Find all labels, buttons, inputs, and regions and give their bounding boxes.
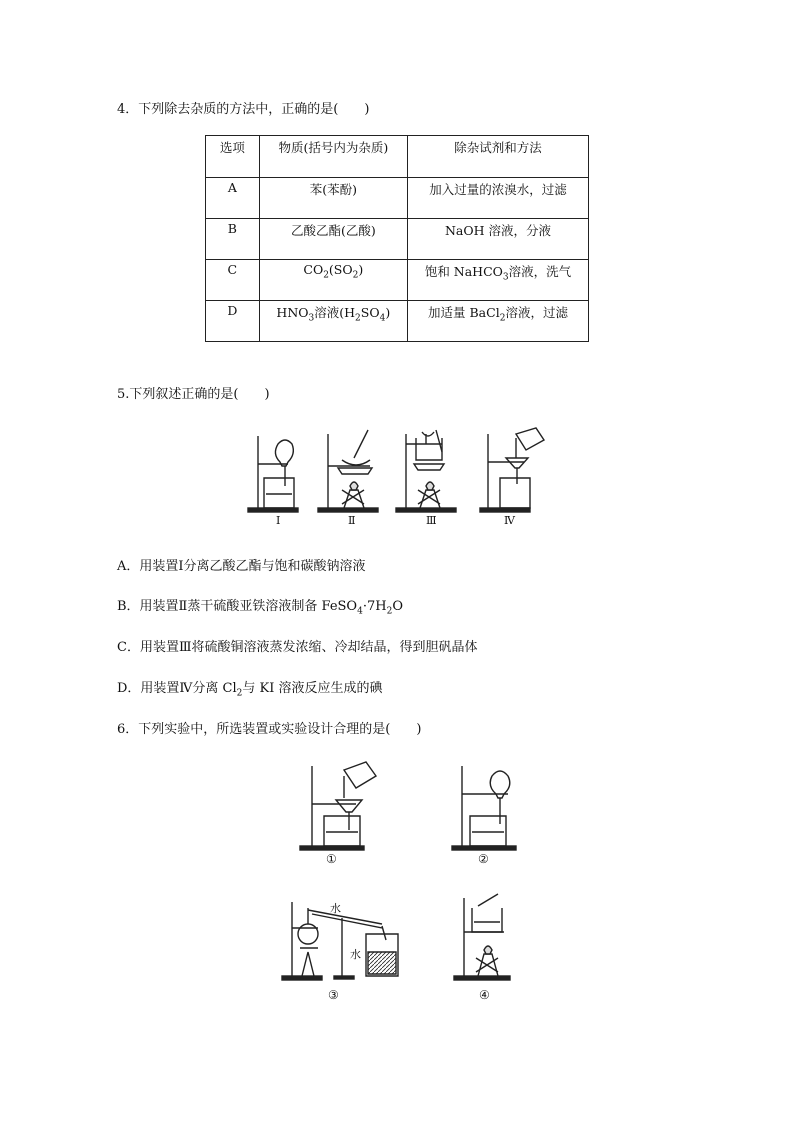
- cell-option: A: [206, 178, 260, 219]
- water-in-label: 水: [330, 902, 341, 915]
- table-row: [206, 301, 589, 342]
- apparatus-circle-2-label: ②: [478, 852, 489, 866]
- cell-option: C: [206, 260, 260, 301]
- apparatus-circle-4-diagram: [454, 888, 524, 988]
- cell-method: NaOH 溶液，分液: [407, 219, 588, 260]
- apparatus-circle-3-diagram: [282, 888, 412, 988]
- apparatus-circle-3-label: ③: [328, 988, 339, 1002]
- q5-stem: 5.下列叙述正确的是( ): [117, 387, 270, 402]
- water-out-label: 水: [350, 948, 361, 961]
- table-header-row: [206, 136, 589, 178]
- apparatus-circle-1-label: ①: [326, 852, 337, 866]
- q5-option-d: D．用装置Ⅳ分离 $Cl_2$与 KI 溶液反应生成的碘: [117, 681, 383, 699]
- apparatus-2-diagram: [318, 428, 388, 528]
- q4-stem: 4．下列除去杂质的方法中，正确的是( ): [117, 102, 370, 117]
- q5-option-b: B．用装置Ⅱ蒸干硫酸亚铁溶液制备 $FeSO_4\cdot 7H_2O$: [117, 599, 403, 617]
- cell-option: D: [206, 301, 260, 342]
- cell-substance: 乙酸乙酯(乙酸): [259, 219, 407, 260]
- apparatus-1-diagram: [248, 428, 308, 528]
- q5-option-a: A．用装置Ⅰ分离乙酸乙酯与饱和碳酸钠溶液: [117, 559, 366, 574]
- header-substance: 物质(括号内为杂质): [259, 136, 407, 178]
- apparatus-2-label: Ⅱ: [348, 514, 356, 527]
- q6-stem: 6．下列实验中，所选装置或实验设计合理的是( ): [117, 722, 422, 737]
- cell-method: 加入过量的浓溴水，过滤: [407, 178, 588, 219]
- q4-options-table: [205, 135, 589, 342]
- apparatus-3-label: Ⅲ: [426, 514, 437, 527]
- apparatus-circle-4-label: ④: [479, 988, 490, 1002]
- cell-option: B: [206, 219, 260, 260]
- cell-substance: $CO_2(SO_2)$: [259, 260, 407, 301]
- apparatus-circle-2-diagram: [452, 760, 532, 860]
- q5-option-c: C．用装置Ⅲ将硫酸铜溶液蒸发浓缩、冷却结晶，得到胆矾晶体: [117, 640, 478, 655]
- apparatus-3-diagram: [396, 428, 466, 528]
- cell-method: 饱和 NaHCO$_3$溶液，洗气: [407, 260, 588, 301]
- apparatus-4-label: Ⅳ: [504, 514, 515, 527]
- header-method: 除杂试剂和方法: [407, 136, 588, 178]
- apparatus-1-label: Ⅰ: [276, 514, 281, 527]
- cell-substance: $HNO_3$溶液$(H_2SO_4)$: [259, 301, 407, 342]
- apparatus-circle-1-diagram: [300, 760, 380, 860]
- table-row: [206, 219, 589, 260]
- header-option: 选项: [206, 136, 260, 178]
- cell-method: 加适量 BaCl$_2$溶液，过滤: [407, 301, 588, 342]
- table-row: [206, 260, 589, 301]
- cell-substance: 苯(苯酚): [259, 178, 407, 219]
- apparatus-4-diagram: [480, 428, 550, 528]
- table-row: [206, 178, 589, 219]
